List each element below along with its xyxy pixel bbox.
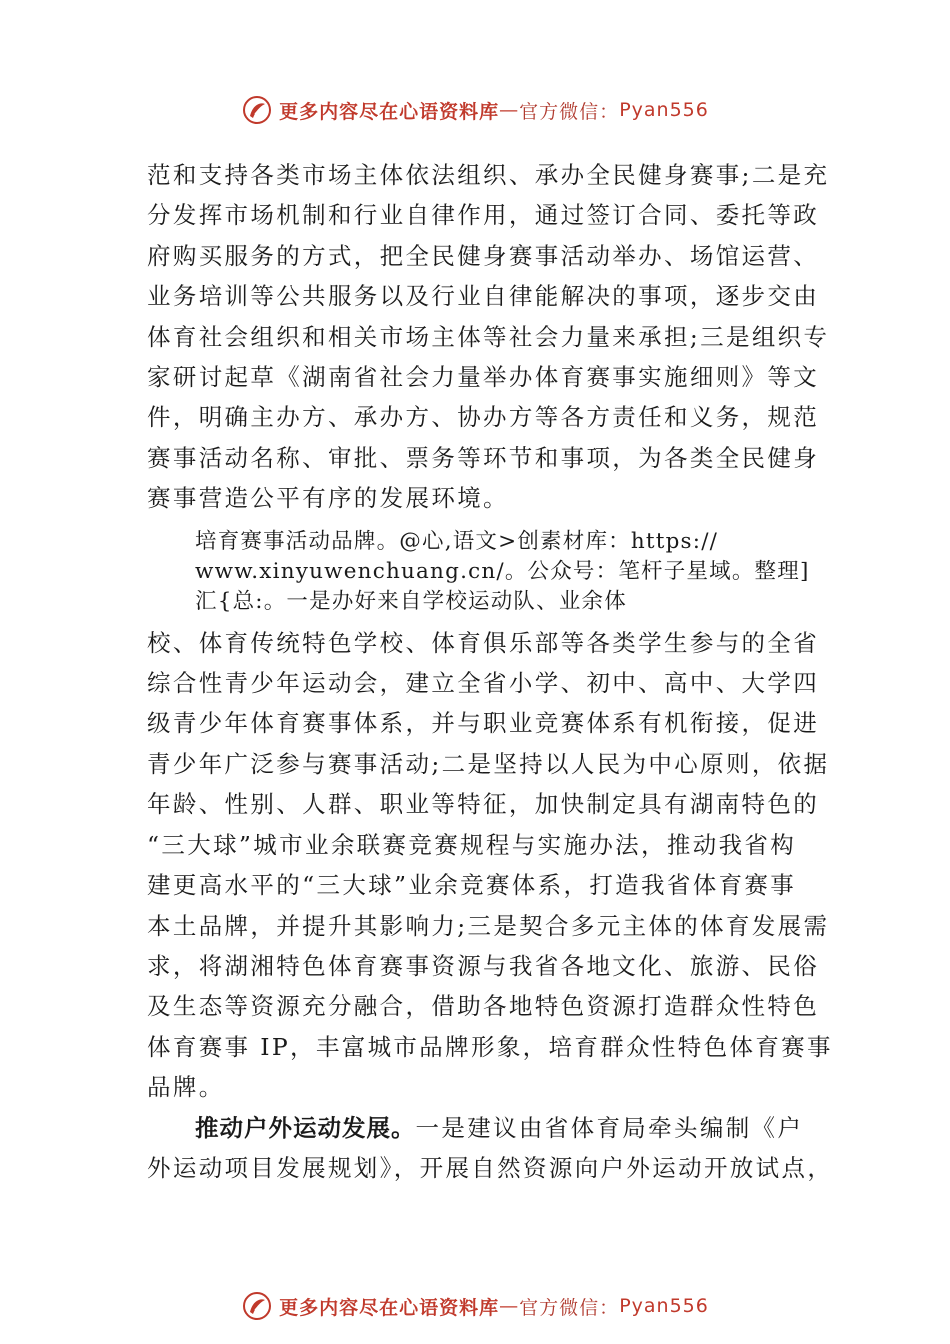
banner-separator: — xyxy=(499,1295,520,1317)
banner-brand: 更多内容尽在心语资料库 xyxy=(279,1296,500,1319)
document-body xyxy=(147,155,834,1188)
text-line: 汇{总:。一是办好来自学校运动队、业余体 xyxy=(195,588,627,614)
paragraph-1 xyxy=(147,155,830,519)
text-line: 级青少年体育赛事体系，并与职业竞赛体系有机衔接，促进 xyxy=(147,709,820,738)
banner-wechat-id: Pyan556 xyxy=(619,1295,709,1317)
text-line: 件，明确主办方、承办方、协办方等各方责任和义务，规范 xyxy=(147,403,820,432)
text-line: 范和支持各类市场主体依法组织、承办全民健身赛事;二是充 xyxy=(147,161,830,189)
text-line: 青少年广泛参与赛事活动;二是坚持以人民为中心原则，依据 xyxy=(147,749,830,778)
text-line: 建更高水平的“三大球”业余竞赛体系，打造我省体育赛事 xyxy=(147,871,797,900)
text-line: 赛事营造公平有序的发展环境。 xyxy=(147,484,509,513)
text-line: 及生态等资源充分融合，借助各地特色资源打造群众性特色 xyxy=(147,992,820,1021)
text-line: 体育赛事 IP，丰富城市品牌形象，培育群众性特色体育赛事 xyxy=(147,1032,833,1061)
banner-wechat-id: Pyan556 xyxy=(619,99,709,121)
text-line: 家研讨起草《湖南省社会力量举办体育赛事实施细则》等文 xyxy=(147,363,820,392)
paragraph-3 xyxy=(147,1108,834,1189)
banner-separator: — xyxy=(499,99,520,121)
paragraph-2 xyxy=(147,623,833,1108)
text-run: 一是建议由省体育局牵头编制《户 xyxy=(415,1113,804,1142)
text-line: www.xinyuwenchuang.cn/。公众号：笔杆子星域。整理] xyxy=(195,558,810,584)
text-line: “三大球”城市业余联赛竞赛规程与实施办法，推动我省构 xyxy=(147,830,797,859)
text-line: 府购买服务的方式，把全民健身赛事活动举办、场馆运营、 xyxy=(147,241,820,270)
text-line: 年龄、性别、人群、职业等特征，加快制定具有湖南特色的 xyxy=(147,790,820,819)
banner-brand: 更多内容尽在心语资料库 xyxy=(279,100,500,123)
text-line: 综合性青少年运动会，建立全省小学、初中、高中、大学四 xyxy=(147,669,820,698)
section-heading: 推动户外运动发展。 xyxy=(195,1113,416,1142)
text-line: 业务培训等公共服务以及行业自律能解决的事项，逐步交由 xyxy=(147,282,820,311)
brand-logo-icon xyxy=(241,94,273,126)
text-line: 本土品牌，并提升其影响力;三是契合多元主体的体育发展需 xyxy=(147,911,830,940)
text-line xyxy=(147,1108,817,1148)
text-line: 分发挥市场机制和行业自律作用，通过签订合同、委托等政 xyxy=(147,201,820,230)
inserted-source-note xyxy=(147,527,817,617)
text-line: 赛事活动名称、审批、票务等环节和事项，为各类全民健身 xyxy=(147,443,820,472)
brand-logo-icon xyxy=(241,1290,273,1322)
text-line: 品牌。 xyxy=(147,1073,225,1102)
footer-banner xyxy=(0,1290,950,1322)
text-line: 校、体育传统特色学校、体育俱乐部等各类学生参与的全省 xyxy=(147,628,820,657)
banner-wechat-label: 官方微信： xyxy=(519,100,620,123)
text-line: 体育社会组织和相关市场主体等社会力量来承担;三是组织专 xyxy=(147,322,830,351)
header-banner xyxy=(0,94,950,126)
text-line: 求，将湖湘特色体育赛事资源与我省各地文化、旅游、民俗 xyxy=(147,951,820,980)
text-line: 培育赛事活动品牌。@心,语文>创素材库：https:// xyxy=(195,528,719,554)
text-line: 外运动项目发展规划》，开展自然资源向户外运动开放试点， xyxy=(147,1153,834,1182)
banner-wechat-label: 官方微信： xyxy=(519,1296,620,1319)
